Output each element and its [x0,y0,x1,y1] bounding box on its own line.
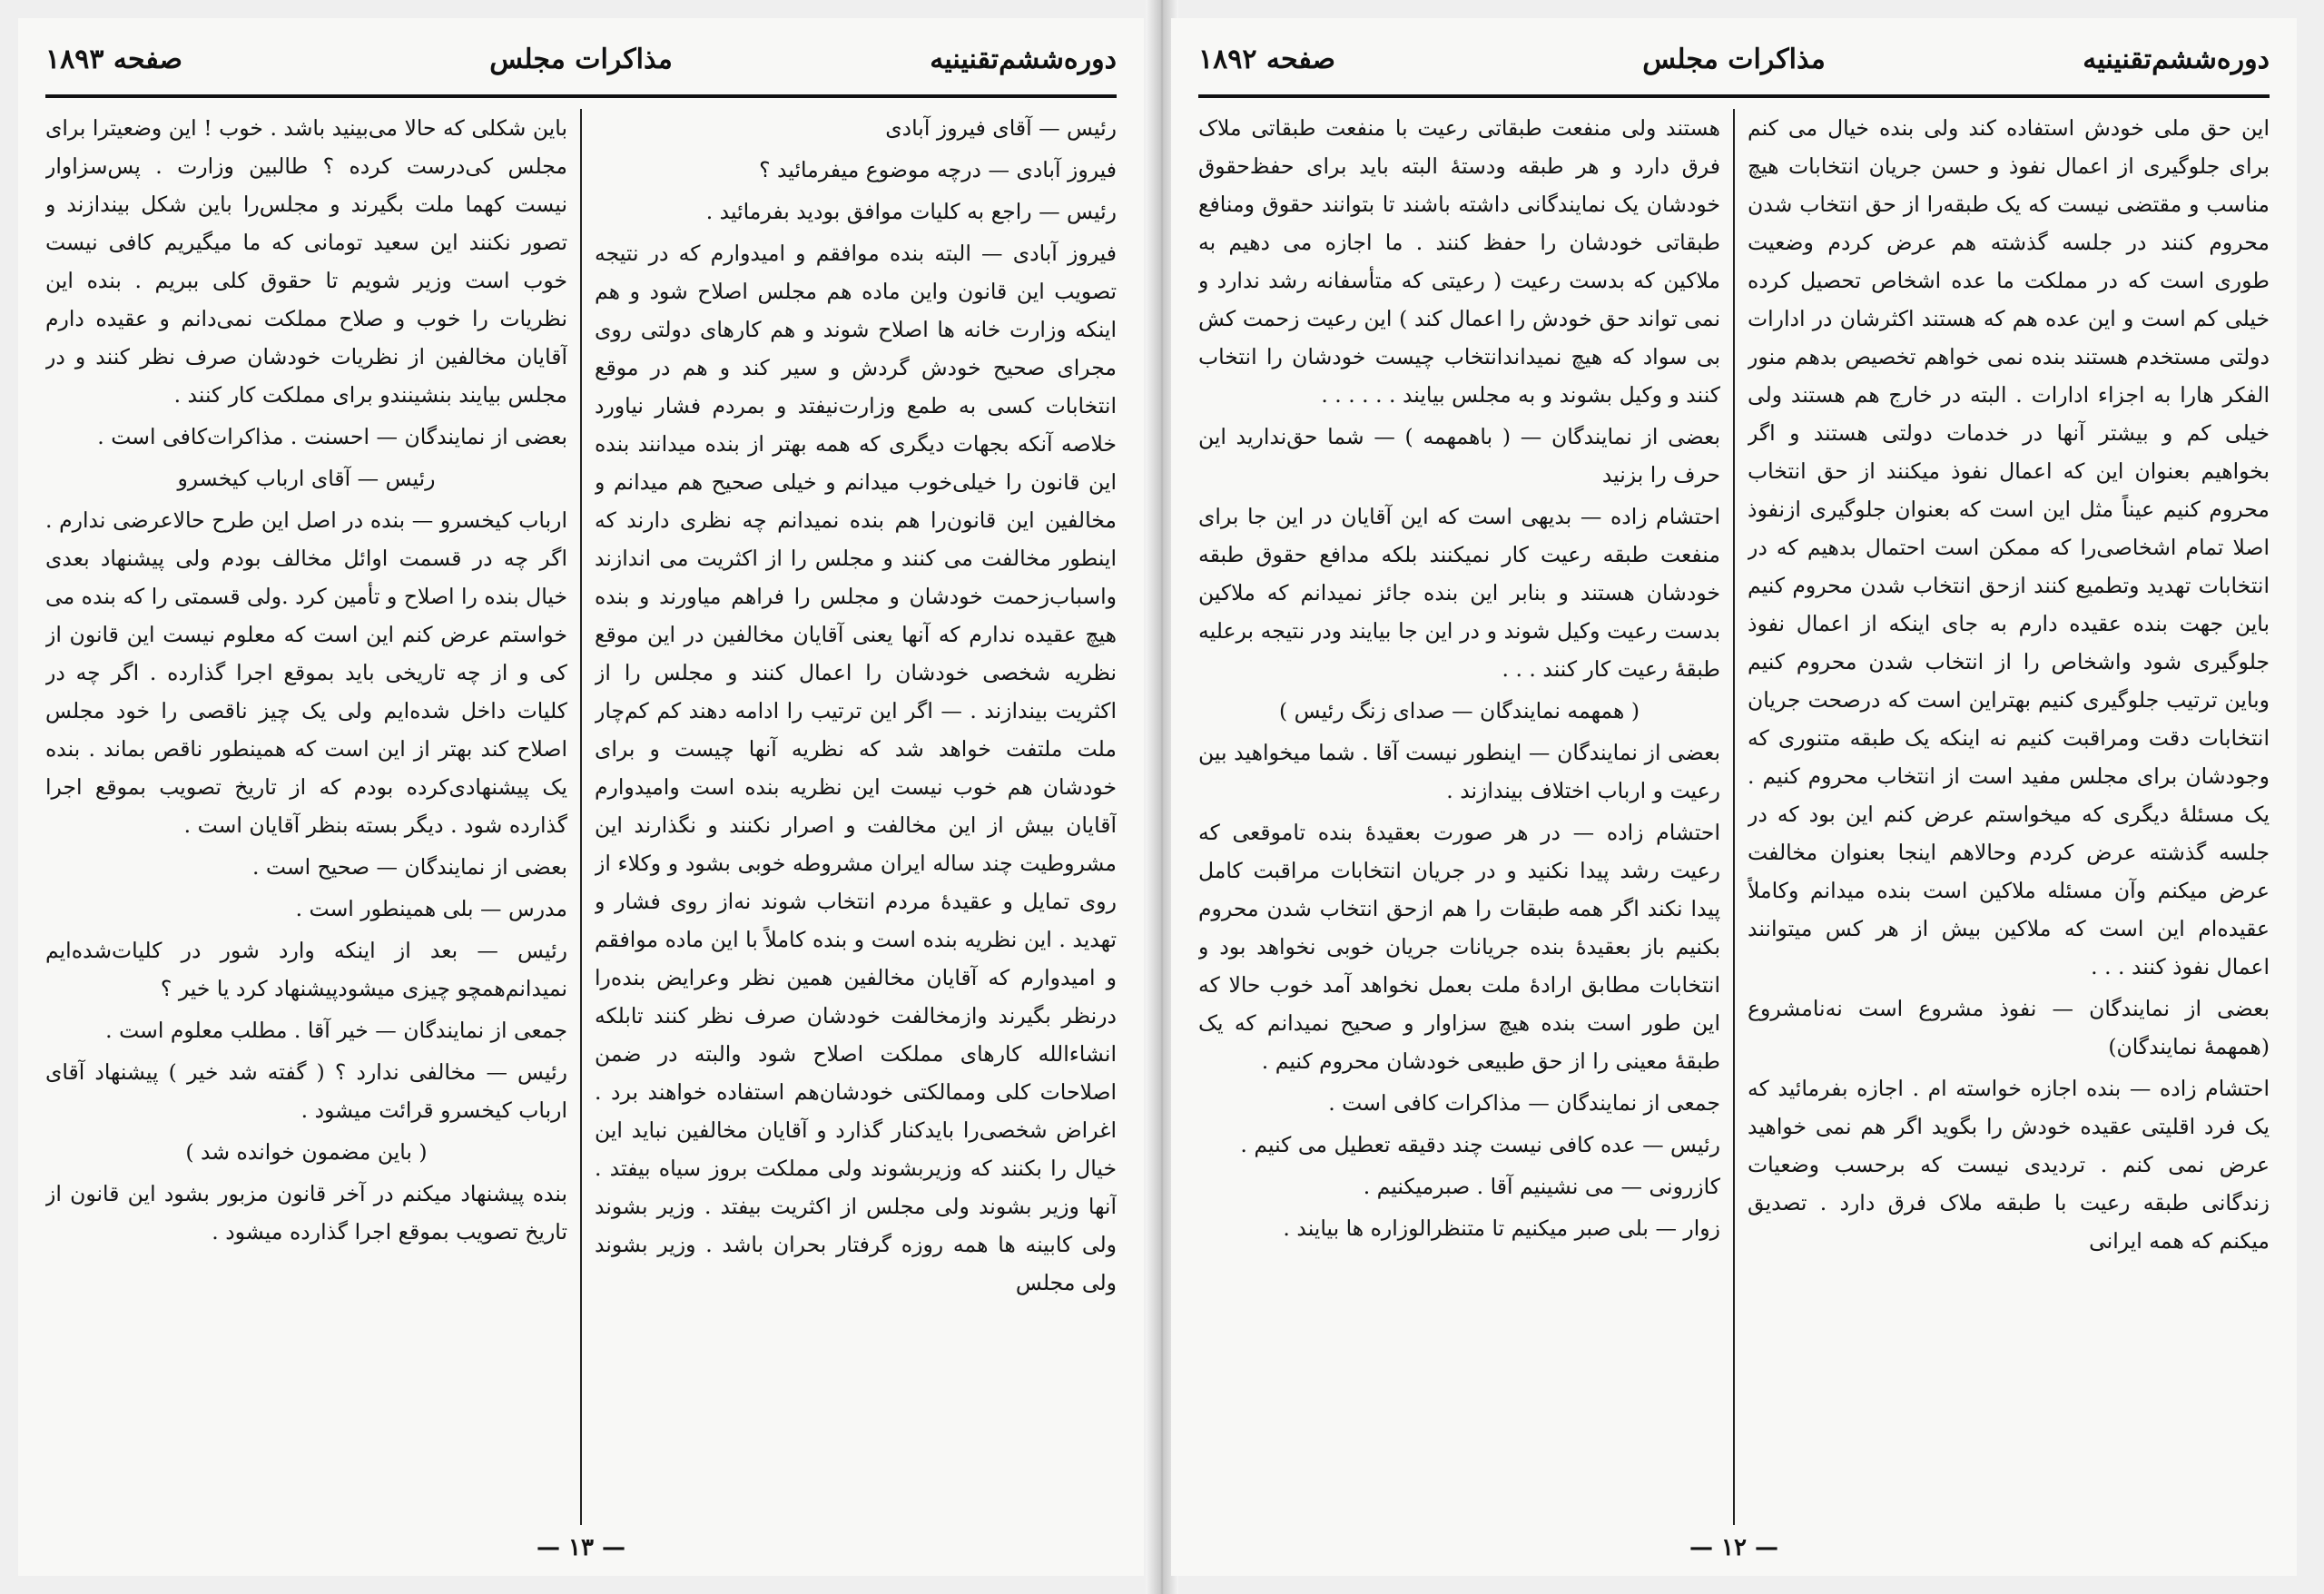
paragraph: احتشام زاده — در هر صورت بعقیدهٔ بنده تاموقعی که رعیت رشد پیدا نکنید و در جریان انتخابات مراقبت کامل پیدا نکند اگر همه طبقات را هم ازحق انتخاب شدن محروم بکنیم باز بعقیدهٔ بنده جریانات جریان خوبی نخواهد بود و انتخابات مطابق ارادهٔ ملت بعمل نخواهد آمد خوب حالا که این طور است بنده هیچ سزاوار و صحیح نمیدانم که یک طبقهٔ معینی را از حق طبیعی خودشان محروم کنیم . [1198,820,1720,1074]
text-columns [1198,109,2270,1525]
paragraph: احتشام زاده — بنده اجازه خواسته ام . اجازه بفرمائید که یک فرد اقلیتی عقیده خودش را بگوید اگر هم نمی خواهید عرض نمی کنم . تردیدی نیست که برحسب وضعیات زندگانی طبقه رعیت با طبقه ملاک فرق دارد . تصدیق میکنم که همه ایرانی [1748,1076,2270,1254]
paragraph: رئیس — راجع به کلیات موافق بودید بفرمائید . [705,199,1117,224]
paragraph: ( باین مضمون خوانده شد ) [185,1139,428,1165]
paragraph: این حق ملی خودش استفاده کند ولی بنده خیال می کنم برای جلوگیری از اعمال نفوذ و حسن جریان انتخابات هیچ مناسب و مقتضی نیست که یک طبقه‌را از حق انتخاب شدن محروم کنند در جلسه گذشته هم عرض کردم وضعیت طوری است که در مملکت ما عده اشخاص تحصیل کرده خیلی کم است و این عده هم که هستند اکثرشان در ادارات دولتی مستخدم هستند بنده نمی خواهم تخصیص بدهم منور الفکر هارا به اجزاء ادارات . البته در خارج هم هستند ولی خیلی کم و بیشتر آنها در خدمات دولتی هستند و اگر بخواهیم بعنوان این که اعمال نفوذ میکنند از حق انتخاب محروم کنیم عیناً مثل این است که بعنوان جلوگیری ازنفوذ اصلا تمام اشخاصی‌را که ممکن است احتمال بدهیم که در انتخابات تهدید وتطمیع کنند ازحق انتخاب شدن محروم کنیم باین جهت بنده عقیده دارم به جای اینکه از اعمال نفوذ جلوگیری شود واشخاص را از انتخاب شدن محروم کنیم وباین ترتیب جلوگیری کنیم بهتراین است که درصحت جریان انتخابات دقت ومراقبت کنیم نه اینکه یک طبقه متنوری که وجودشان برای مجلس مفید است از انتخاب محروم کنیم . یک مسئلهٔ دیگری که میخواستم عرض کنم این بود که در جلسه گذشته عرض کردم وحالاهم اینجا بعنوان مخالفت عرض میکنم وآن مسئله ملاکین است بنده میدانم وکاملاً عقیده‌ام این است که ملاکین بیش از هر کس میتوانند اعمال نفوذ کنند . . . [1748,115,2270,979]
paragraph: کازرونی — می نشینیم آقا . صبرمیکنیم . [1363,1174,1720,1199]
paragraph: فیروز آبادی — درچه موضوع میفرمائید ؟ [759,157,1117,182]
text-columns [45,109,1117,1525]
paragraph: فیروز آبادی — البته بنده موافقم و امیدوارم که در نتیجه تصویب این قانون واین ماده هم مجلس اصلاح شود و هم اینکه وزارت خانه ها اصلاح شوند و هم کارهای دولتی روی مجرای صحیح خودش گردش و سیر کند و هم در موقع انتخابات کسی به طمع وزارت‌نیفتد و بمردم فشار نیاورد خلاصه آنکه بجهات دیگری که همه بهتر از بنده میدانند بنده این قانون را خیلی‌خوب میدانم و خیلی صحیح هم میدانم و مخالفین این قانون‌را هم بنده نمیدانم چه نظری دارند که اینطور مخالفت می کنند و مجلس را از اکثریت می اندازند واسباب‌زحمت خودشان و مجلس را فراهم میاورند و بنده هیچ عقیده ندارم که آنها یعنی آقایان مخالفین در این موقع نظریه شخصی خودشان را اعمال کنند و مجلس را از اکثریت بیندازند . — اگر این ترتیب را ادامه دهند کم کم‌چار ملت ملتفت خواهد شد که نظریه آنها چیست و برای خودشان هم خوب نیست این نظریه بنده است وامیدوارم آقایان بیش از این مخالفت و اصرار نکنند و نگذارند این مشروطیت چند ساله ایران مشروطه خوبی بشود و وکلاء از روی تمایل و عقیدهٔ مردم انتخاب شوند نه‌از روی فشار و تهدید . این نظریه بنده است و بنده کاملاً با این ماده موافقم و امیدوارم که آقایان مخالفین همین نظر وعرایض بنده‌را درنظر بگیرند وازمخالفت خودشان صرف نظر کنند تابلکه انشاءالله کارهای مملکت اصلاح شود والبته در ضمن اصلاحات کلی وممالکتی خودشان‌هم استفاده خواهند برد . اغراض شخصی‌را باید‌کنار گذارد و آقایان مخالفین نباید این خیال را بکنند که وزیر‌بشوند ولی مملکت بروز سیاه بیفتد . آنها وزیر بشوند ولی مجلس از اکثریت بیفتد . وزیر بشوند ولی کابینه ها همه روزه گرفتار بحران باشد . وزیر بشوند ولی مجلس [595,241,1117,1295]
page-number: صفحه ۱۸۹۳ [45,44,182,75]
column-left [1198,109,1720,1525]
page-1893 [18,18,1144,1576]
paragraph: بعضی از نمایندگان — ( باهمهمه ) — شما حق‌ندارید این حرف را بزنید [1198,424,1720,487]
paragraph: ( همهمه نمایندگان — صدای زنگ رئیس ) [1278,698,1640,723]
session-label: دوره‌ششم‌تقنینیه [2083,44,2270,75]
page-footer: — ۱۳ — [536,1534,626,1561]
paragraph: هستند ولی منفعت طبقاتی رعیت با منفعت طبقاتی ملاک فرق دارد و هر طبقه ودستهٔ البته باید برای حفظ‌حقوق خودشان یک نمایندگانی داشته باشند تا بتوانند حقوق ومنافع طبقاتی خودشان را حفظ کنند . ما اجازه می دهیم به ملاکین که بدست رعیت ( رعیتی که متأسفانه رشد ندارد و نمی تواند حق خودش را اعمال کند ) این رعیت زحمت کش بی سواد که هیچ نمیداند‌انتخاب چیست خودشان را انتخاب کنند و وکیل بشوند و به مجلس بیایند . . . . . . [1198,115,1720,408]
paragraph: رئیس — مخالفی ندارد ؟ ( گفته شد خیر ) پیشنهاد آقای ارباب کیخسرو قرائت میشود . [45,1059,567,1123]
page-header [1198,38,2270,98]
paragraph: باین شکلی که حالا می‌بینید باشد . خوب ! این وضعیترا برای مجلس کی‌درست کرده ؟ طالبین وزارت . پس‌سزاوار نیست کهما ملت بگیرند و مجلس‌را باین شکل بیندازند و تصور نکنند این سعید تومانی که ما میگیریم کافی نیست خوب است وزیر شویم تا حقوق کلی ببریم . بنده این نظریات را خوب و صلاح مملکت نمی‌دانم و عقیده دارم آقایان مخالفین از نظریات خودشان صرف نظر کنند و در مجلس بیایند بنشینندو برای مملکت کار کنند . [45,115,567,408]
paragraph: بنده پیشنهاد میکنم در آخر قانون مزبور بشود این قانون از تاریخ تصویب بموقع اجرا گذارده میشود . [45,1181,567,1245]
paragraph: بعضی از نمایندگان — نفوذ مشروع است نه‌نامشروع (همهمهٔ نمایندگان) [1748,996,2270,1059]
page-header [45,38,1117,98]
page-title: مذاکرات مجلس [1642,44,1826,75]
column-right [595,109,1117,1525]
column-divider [1733,109,1735,1525]
page-number: صفحه ۱۸۹۲ [1198,44,1335,75]
paragraph: زوار — بلی صبر میکنیم تا متنظرالوزاره ها بیایند . [1283,1215,1720,1241]
session-label: دوره‌ششم‌تقنینیه [930,44,1117,75]
speaker-line: رئیس — آقای ارباب کیخسرو [177,466,436,491]
paragraph: بعضی از نمایندگان — احسنت . مذاکرات‌کافی است . [97,424,567,449]
paragraph: رئیس — بعد از اینکه وارد شور در کلیات‌شده‌ایم نمیدانم‌همچو چیزی میشود‌پیشنهاد کرد یا خیر ؟ [45,938,567,1001]
paragraph: رئیس — آقای فیروز آبادی [885,115,1117,141]
column-left [45,109,567,1525]
paragraph: مدرس — بلی همینطور است . [295,896,567,921]
column-right [1748,109,2270,1525]
column-divider [580,109,582,1525]
paragraph: بعضی از نمایندگان — صحیح است . [251,854,567,880]
paragraph: جمعی از نمایندگان — خیر آقا . مطلب معلوم است . [105,1018,567,1043]
paragraph: احتشام زاده — بدیهی است که این آقایان در این جا برای منفعت طبقه رعیت کار نمیکنند بلکه مدافع حقوق طبقه خودشان هستند و بنابر این بنده جائز نمیدانم که ملاکین بدست رعیت وکیل شوند و در این جا بیایند ودر نتیجه برعلیه طبقهٔ رعیت کار کنند . . . [1198,504,1720,682]
paragraph: ارباب کیخسرو — بنده در اصل این طرح حالا‌عرضی ندارم . اگر چه در قسمت اوائل مخالف بودم ولی پیشنهاد بعدی خیال بنده را اصلاح و تأمین کرد .ولی قسمتی را که بنده می خواستم عرض کنم این است که معلوم نیست این قانون از کی و از چه تاریخی باید بموقع اجرا گذارده . اگر چه در کلیات داخل شده‌ایم ولی یک چیز ناقصی را خود مجلس اصلاح کند بهتر از این است که همینطور ناقص بماند . بنده یک پیشنهادی‌کرده بودم که از تاریخ تصویب بموقع اجرا گذارده شود . دیگر بسته بنظر آقایان است . [45,507,567,838]
page-1892 [1171,18,2297,1576]
paragraph: جمعی از نمایندگان — مذاکرات کافی است . [1328,1090,1720,1116]
page-footer: — ۱۲ — [1689,1534,1779,1561]
paragraph: بعضی از نمایندگان — اینطور نیست آقا . شما میخواهید بین رعیت و ارباب اختلاف بیندازند . [1198,740,1720,803]
page-title: مذاکرات مجلس [489,44,673,75]
paragraph: رئیس — عده کافی نیست چند دقیقه تعطیل می کنیم . [1240,1132,1720,1157]
